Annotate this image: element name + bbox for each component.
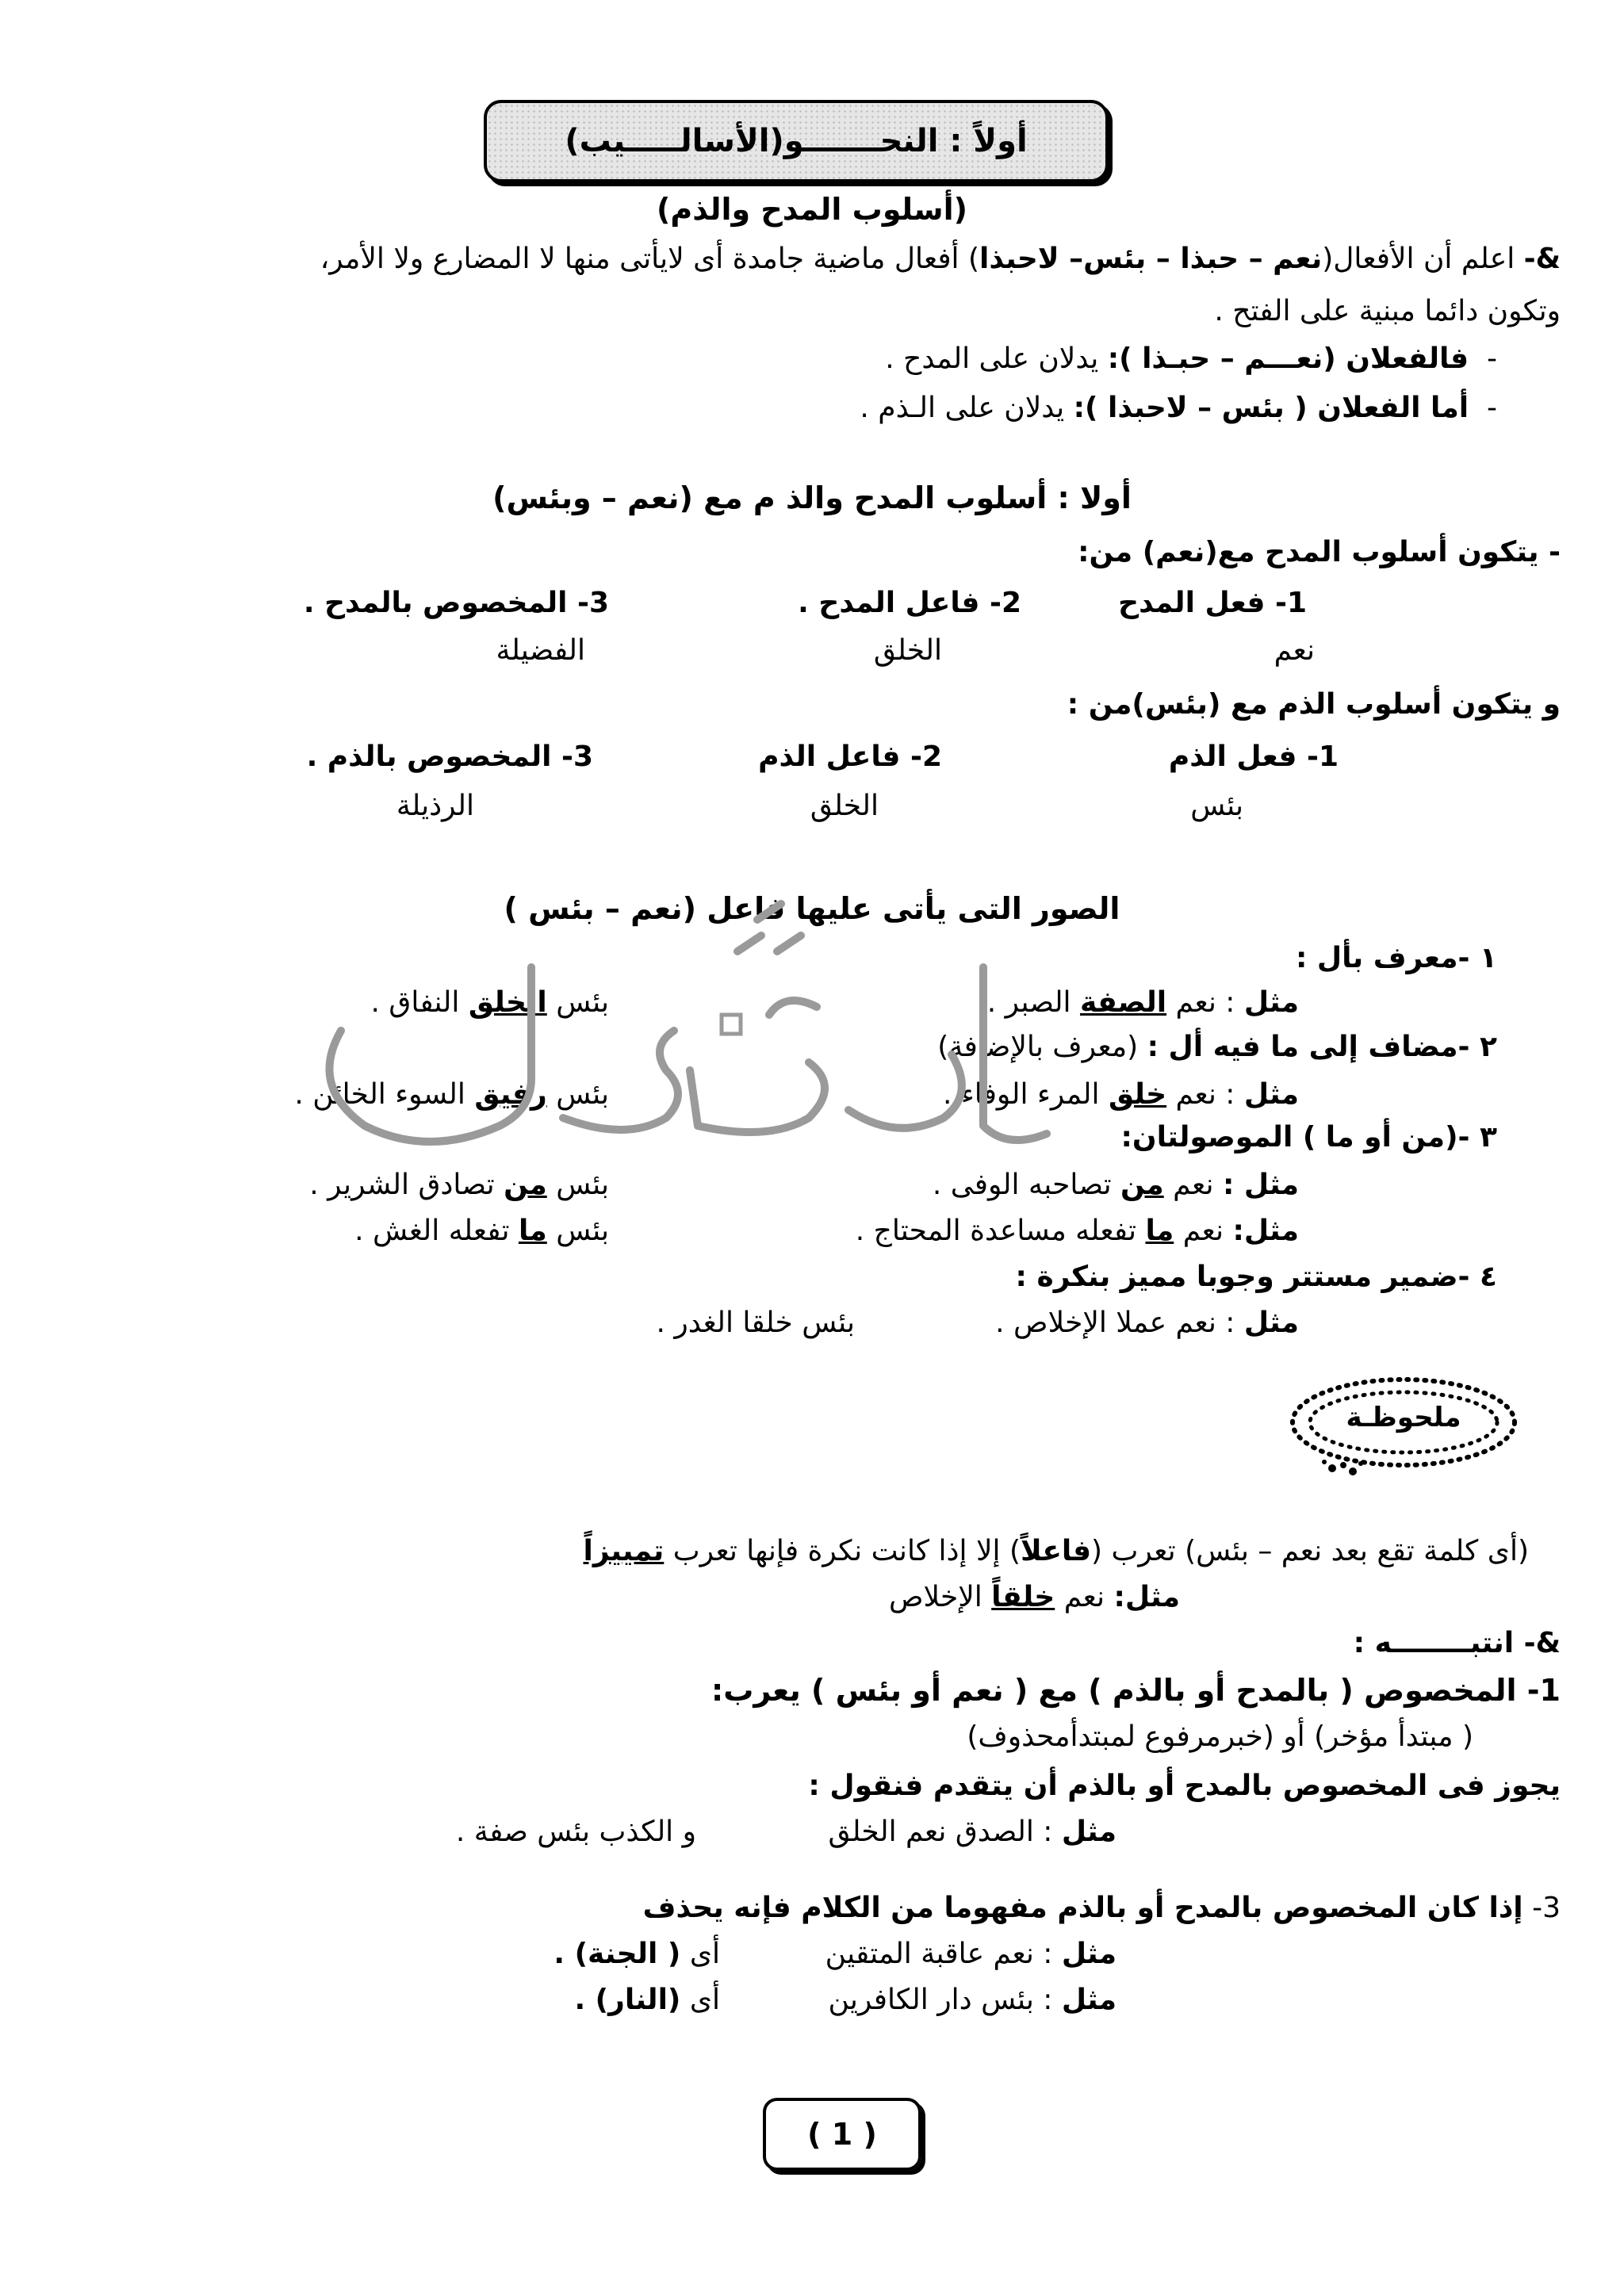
example-label: مثل: bbox=[1113, 1581, 1180, 1613]
attention-p2-example-2: و الكذب بئس صفة . bbox=[455, 1816, 696, 1848]
dhamm-part-1: 1- فعل الذم bbox=[1168, 740, 1339, 773]
form-2-label: ٢ -مضاف إلى ما فيه أل : bbox=[1147, 1031, 1497, 1063]
example-text: بئس bbox=[546, 1169, 609, 1201]
example-text: المرء الوفاء . bbox=[942, 1078, 1109, 1111]
attention-p2-example bbox=[828, 1816, 1116, 1848]
example-text: تصاحبه الوفى . bbox=[932, 1169, 1121, 1201]
madh-example-2: الخلق bbox=[873, 634, 942, 667]
example-label: مثل bbox=[1061, 1984, 1116, 2016]
form-4-example bbox=[995, 1307, 1299, 1339]
intro-p1-bold: نعم – حبذا – بئس– لاحبذا bbox=[979, 243, 1323, 275]
form-3-example bbox=[933, 1169, 1299, 1201]
answer-bold: (النار) . bbox=[574, 1984, 681, 2016]
note-example bbox=[889, 1581, 1180, 1613]
example-underlined: من bbox=[504, 1169, 547, 1201]
title-box bbox=[484, 100, 1109, 182]
example-text: نعم bbox=[1163, 1169, 1223, 1201]
form-1-title: ١ -معرف بأل : bbox=[1295, 942, 1497, 974]
example-text: : نعم bbox=[1166, 986, 1244, 1019]
example-label: مثل bbox=[1061, 1816, 1116, 1848]
intro-p1-post: ) أفعال ماضية جامدة أى لايأتى منها لا المضارع ولا الأمر، bbox=[320, 243, 980, 275]
dhamm-part-2: 2- فاعل الذم bbox=[758, 740, 942, 773]
intro-b1-bold: فالفعلان (نعـــم – حبـذا ): bbox=[1107, 342, 1469, 375]
dhamm-example-3: الرذيلة bbox=[396, 790, 474, 822]
note-text-bold: فاعلاً bbox=[1021, 1535, 1092, 1567]
example-underlined: خلقاً bbox=[991, 1581, 1055, 1613]
example-label: مثل bbox=[1243, 1307, 1299, 1339]
forms-heading: الصور التى يأتى عليها فاعل (نعم – بئس ) bbox=[504, 891, 1120, 926]
intro-b1-rest: يدلان على المدح . bbox=[885, 342, 1108, 375]
attention-p1-sub: ( مبتدأ مؤخر) أو (خبرمرفوع لمبتدأمحذوف) bbox=[967, 1720, 1473, 1753]
example-text: نعم bbox=[1055, 1581, 1114, 1613]
form-3-example-2 bbox=[309, 1169, 609, 1201]
example-underlined: ما bbox=[518, 1215, 547, 1247]
subtitle: (أسلوب المدح والذم) bbox=[657, 192, 967, 227]
answer-bold: ( الجنة) . bbox=[553, 1938, 681, 1970]
madh-part-2: 2- فاعل المدح . bbox=[798, 587, 1021, 619]
form-2-note: (معرف بالإضافة) bbox=[937, 1031, 1147, 1063]
example-text: : نعم عملا الإخلاص . bbox=[995, 1307, 1244, 1339]
page-number-box bbox=[763, 2098, 921, 2171]
example-underlined: رفيق bbox=[474, 1078, 547, 1111]
answer-prefix: أى bbox=[680, 1938, 720, 1970]
page-number: ( 1 ) bbox=[807, 2117, 877, 2152]
example-text: تفعله الغش . bbox=[354, 1215, 519, 1247]
attention-p3 bbox=[643, 1892, 1561, 1924]
note-badge-label: ملحوظـة bbox=[1346, 1402, 1461, 1433]
example-text: : بئس دار الكافرين bbox=[828, 1984, 1062, 2016]
intro-line-2: وتكون دائما مبنية على الفتح . bbox=[1214, 295, 1561, 327]
example-label: مثل bbox=[1243, 1078, 1299, 1111]
example-text: : نعم bbox=[1166, 1078, 1244, 1111]
attention-heading: &- انتبــــــــه : bbox=[1353, 1627, 1561, 1659]
intro-line-1 bbox=[320, 243, 1561, 275]
madh-part-1: 1- فعل المدح bbox=[1118, 587, 1307, 619]
example-text: الإخلاص bbox=[888, 1581, 992, 1613]
intro-bullet-2: - أما الفعلان ( بئس – لاحبذا ): يدلان على الـذم . bbox=[860, 392, 1497, 424]
example-underlined: ما bbox=[1145, 1215, 1174, 1247]
dhamm-part-3: 3- المخصوص بالذم . bbox=[306, 740, 593, 773]
example-text: نعم bbox=[1174, 1215, 1233, 1247]
madh-example-1: نعم bbox=[1274, 634, 1315, 667]
dhamm-intro: و يتكون أسلوب الذم مع (بئس)من : bbox=[1067, 688, 1561, 721]
attention-p3-answer-2 bbox=[574, 1984, 720, 2016]
dhamm-example-2: الخلق bbox=[810, 790, 879, 822]
example-text: بئس bbox=[546, 986, 609, 1019]
form-4-example-2: بئس خلقا الغدر . bbox=[656, 1307, 855, 1339]
attention-p2: يجوز فى المخصوص بالمدح أو بالذم أن يتقدم فنقول : bbox=[808, 1770, 1561, 1802]
attention-p3-example-2 bbox=[828, 1984, 1116, 2016]
form-4-title: ٤ -ضمير مستتر وجوبا مميز بنكرة : bbox=[1015, 1261, 1497, 1293]
attention-p3-example-1 bbox=[825, 1938, 1116, 1970]
answer-prefix: أى bbox=[680, 1984, 720, 2016]
example-underlined: خلق bbox=[1108, 1078, 1167, 1111]
example-text: الصبر . bbox=[986, 986, 1080, 1019]
watermark-graphic bbox=[293, 888, 1086, 1173]
example-underlined: الصفة bbox=[1079, 986, 1167, 1019]
attention-p3-answer-1 bbox=[553, 1938, 720, 1970]
note-text bbox=[584, 1535, 1530, 1567]
example-label: مثل : bbox=[1222, 1169, 1299, 1201]
example-label: مثل: bbox=[1232, 1215, 1299, 1247]
form-3-title: ٣ -(من أو ما ) الموصولتان: bbox=[1120, 1121, 1497, 1154]
example-text: بئس bbox=[546, 1215, 609, 1247]
example-text: : الصدق نعم الخلق bbox=[828, 1816, 1062, 1848]
note-text-part: (أى كلمة تقع بعد نعم – بئس) تعرب ( bbox=[1091, 1535, 1529, 1567]
attention-p1: 1- المخصوص ( بالمدح أو بالذم ) مع ( نعم أو بئس ) يعرب: bbox=[711, 1673, 1561, 1708]
attention-p3-text: إذا كان المخصوص بالمدح أو بالذم مفهوما من الكلام فإنه يحذف bbox=[642, 1892, 1523, 1924]
example-text: : نعم عاقبة المتقين bbox=[825, 1938, 1062, 1970]
intro-b2-rest: يدلان على الـذم . bbox=[860, 392, 1074, 424]
form-3-example-4 bbox=[354, 1215, 609, 1247]
madh-example-3: الفضيلة bbox=[496, 634, 585, 667]
note-text-underlined: تمييزاً bbox=[583, 1535, 665, 1567]
attention-p3-number: 3- bbox=[1522, 1892, 1561, 1924]
page-title: أولاً : النحـــــــو(الأسالـــــيب) bbox=[565, 123, 1028, 159]
intro-b2-bold: أما الفعلان ( بئس – لاحبذا ): bbox=[1073, 392, 1469, 424]
example-label: مثل bbox=[1061, 1938, 1116, 1970]
example-label: مثل bbox=[1243, 986, 1299, 1019]
example-text: بئس bbox=[546, 1078, 609, 1111]
note-text-part: ) إلا إذا كانت نكرة فإنها تعرب bbox=[664, 1535, 1021, 1567]
madh-part-3: 3- المخصوص بالمدح . bbox=[303, 587, 609, 619]
intro-marker: &- bbox=[1523, 243, 1561, 275]
madh-intro: - يتكون أسلوب المدح مع(نعم) من: bbox=[1078, 536, 1561, 568]
form-3-example-3 bbox=[856, 1215, 1299, 1247]
example-text: السوء الخائن . bbox=[294, 1078, 475, 1111]
intro-bullet-1: - فالفعلان (نعـــم – حبـذا ): يدلان على المدح . bbox=[885, 342, 1497, 375]
example-text: تفعله مساعدة المحتاج . bbox=[855, 1215, 1146, 1247]
example-text: تصادق الشرير . bbox=[309, 1169, 504, 1201]
example-underlined: الخلق bbox=[468, 986, 547, 1019]
example-text: النفاق . bbox=[370, 986, 469, 1019]
section1-heading: أولا : أسلوب المدح والذ م مع (نعم – وبئس) bbox=[492, 480, 1132, 515]
dhamm-example-1: بئس bbox=[1190, 790, 1243, 822]
intro-p1-pre: اعلم أن الأفعال( bbox=[1322, 243, 1515, 275]
example-underlined: من bbox=[1120, 1169, 1164, 1201]
